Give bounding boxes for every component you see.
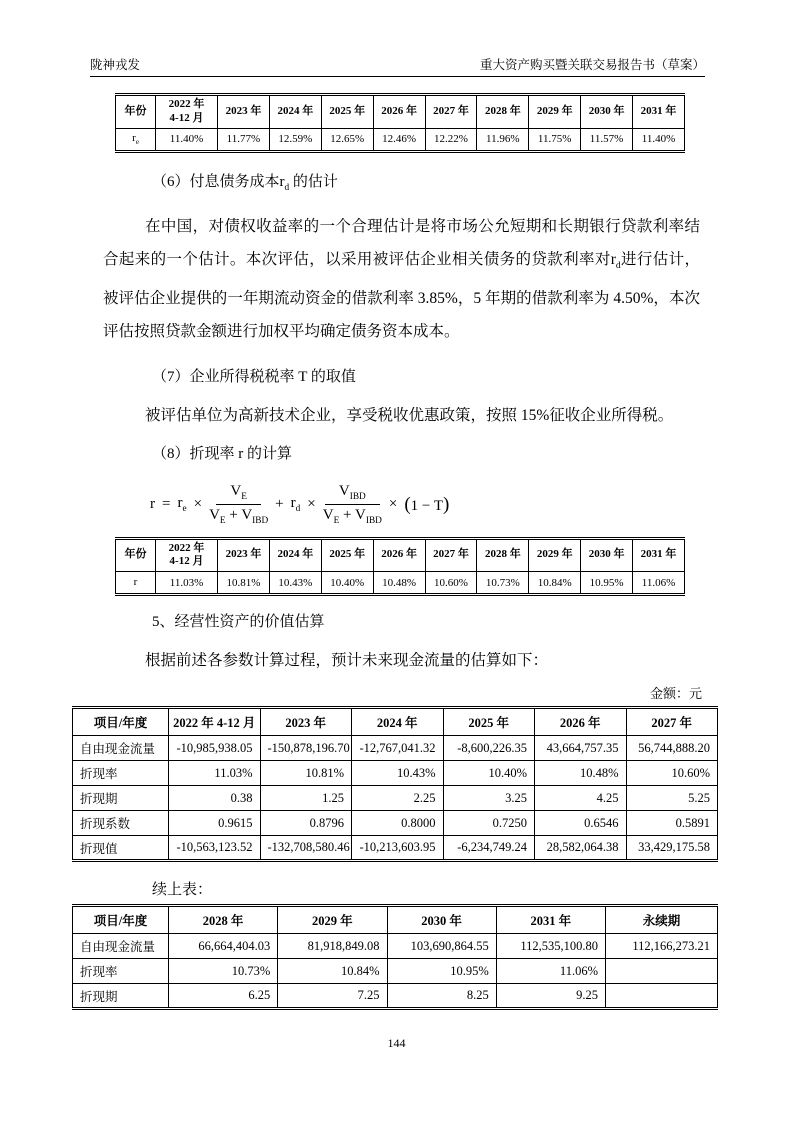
year-header-cell: 永续期 [606,906,718,934]
paragraph-text: 进行估计，被评估企业提供的一年期流动资金的借款利率 3.85%，5 年期的借款利率为 4.50%，本次评估按照贷款金额进行加权平均确定债务资本成本。 [103,250,700,340]
corner-header-cell: 年份 [116,95,156,129]
year-header-cell: 2023 年 [218,538,270,572]
formula-lhs: r [150,496,155,513]
v-sub: IBD [365,516,382,527]
cashflow-table-1 [72,706,718,862]
rate-value-cell: 10.73% [477,572,529,595]
v-base: V [241,507,253,524]
formula-equals: = [162,496,171,513]
year-header-cell: 2027 年 [425,95,477,129]
page-header [90,55,705,77]
v-sub: IBD [349,492,366,503]
year-header-cell: 2023 年 [218,95,270,129]
period-line2: 4-12 月 [169,555,204,568]
re-sub: e [182,504,187,515]
value-cell: 10.84% [278,959,387,984]
value-cell: 43,664,757.35 [535,736,627,761]
table-header-row [73,906,718,934]
heading-6-text: （6）付息债务成本r [152,173,285,190]
t-var: T [433,497,444,514]
table-row [73,761,718,786]
year-header-cell: 2029 年 [278,906,387,934]
year-header-cell: 2030 年 [581,95,633,129]
row-label-cell [116,128,156,151]
value-cell: 1.25 [260,786,352,811]
year-header-cell: 2027 年 [626,708,718,736]
rate-value-cell: 10.48% [373,572,425,595]
fraction-numerator [216,483,261,505]
heading-8: （8）折现率 r 的计算 [152,445,292,462]
rate-value-cell: 10.43% [269,572,321,595]
rate-value-cell: 10.60% [425,572,477,595]
year-header-cell: 2024 年 [352,708,444,736]
table-row [73,984,718,1009]
table-row [73,836,718,861]
formula-times: × [193,496,203,513]
paragraph-cashflow-intro: 根据前述各参数计算过程，预计未来现金流量的估算如下： [145,652,549,670]
formula-plus: + [275,496,284,513]
table-row [116,128,685,151]
r-rate-table [115,537,685,597]
heading-6-suffix: 的估计 [289,173,338,190]
value-cell: 7.25 [278,984,387,1009]
row-label-cell: 折现率 [73,761,169,786]
re-base: r [177,495,183,512]
year-header-cell: 2030 年 [581,538,633,572]
year-header-cell: 2026 年 [373,538,425,572]
rate-value-cell: 11.57% [581,128,633,151]
row-label-cell: 折现系数 [73,811,169,836]
re-rate-table [115,93,685,153]
period-line1: 2022 年 [168,541,205,554]
table-row [73,811,718,836]
heading-6 [152,172,703,199]
table-row [73,959,718,984]
value-cell: -132,708,580.46 [260,836,352,861]
heading-7: （7）企业所得税税率 T 的取值 [152,368,356,385]
year-header-cell: 2025 年 [443,708,535,736]
corner-header-cell: 项目/年度 [73,906,169,934]
year-header-cell: 2028 年 [169,906,278,934]
rate-value-cell: 11.06% [633,572,685,595]
paragraph-sub: d [615,259,621,271]
value-cell: 8.25 [387,984,496,1009]
rate-value-cell: 10.81% [218,572,270,595]
row-label-cell [116,572,156,595]
plus-sign: + [343,507,352,524]
v-sub: IBD [252,516,269,527]
rate-value-cell: 11.96% [477,128,529,151]
value-cell: 0.8000 [352,811,444,836]
v-sub: E [219,516,226,527]
rate-value-cell: 12.59% [269,128,321,151]
year-header-cell: 2024 年 [269,538,321,572]
row-label-cell: 自由现金流量 [73,934,169,959]
value-cell: 28,582,064.38 [535,836,627,861]
value-cell: -10,213,603.95 [352,836,444,861]
value-cell: -10,985,938.05 [169,736,261,761]
year-header-cell: 2025 年 [321,95,373,129]
rate-value-cell: 12.46% [373,128,425,151]
tax-term [404,494,449,516]
value-cell: 33,429,175.58 [626,836,718,861]
value-cell: 10.81% [260,761,352,786]
rate-value-cell: 10.84% [529,572,581,595]
value-cell: 0.8796 [260,811,352,836]
value-cell: 10.40% [443,761,535,786]
period-header-cell [156,95,218,129]
v-base: V [355,507,366,524]
table-row [73,736,718,761]
year-header-cell: 2031 年 [633,95,685,129]
row-label-sub: e [135,139,139,147]
value-cell: -8,600,226.35 [443,736,535,761]
value-cell: 0.9615 [169,811,261,836]
value-cell: 3.25 [443,786,535,811]
year-header-cell: 2027 年 [425,538,477,572]
table-row [73,934,718,959]
value-cell: 10.60% [626,761,718,786]
value-cell: 0.38 [169,786,261,811]
rate-value-cell: 10.40% [321,572,373,595]
paren-open: ( [404,493,411,515]
paren-close: ) [443,493,450,515]
value-cell: 103,690,864.55 [387,934,496,959]
value-cell: -10,563,123.52 [169,836,261,861]
v-sub: E [241,492,247,503]
year-header-cell: 2029 年 [529,95,581,129]
value-cell: 11.06% [496,959,605,984]
minus-sign: − [421,497,431,514]
value-cell: 10.43% [352,761,444,786]
fraction-numerator [325,483,380,505]
corner-header-cell: 项目/年度 [73,708,169,736]
rd-sub: d [295,504,301,515]
value-cell: 5.25 [626,786,718,811]
v-sub: E [333,516,340,527]
year-header-cell: 2028 年 [477,95,529,129]
value-cell: 81,918,849.08 [278,934,387,959]
value-cell: 2.25 [352,786,444,811]
value-cell: 11.03% [169,761,261,786]
rate-value-cell: 12.22% [425,128,477,151]
v-base: V [230,483,242,500]
formula-times: × [388,496,398,513]
value-cell: -12,767,041.32 [352,736,444,761]
year-header-cell: 2030 年 [387,906,496,934]
year-header-cell: 2026 年 [535,708,627,736]
value-cell: 4.25 [535,786,627,811]
v-base: V [209,507,220,524]
plus-sign: + [229,507,238,524]
fraction-denominator [323,505,382,526]
value-cell: 10.73% [169,959,278,984]
year-header-cell: 2026 年 [373,95,425,129]
paragraph-tax: 被评估单位为高新技术企业，享受税收优惠政策，按照 15%征收企业所得税。 [145,406,674,424]
value-cell: 10.48% [535,761,627,786]
year-header-cell: 2022 年 4-12 月 [169,708,261,736]
paragraph-debt-cost [103,210,700,348]
one: 1 [410,497,419,514]
value-cell: 6.25 [169,984,278,1009]
header-company-name: 陇神戎发 [90,58,141,72]
value-cell [606,984,718,1009]
v-base: V [322,507,334,524]
value-cell: 112,166,273.21 [606,934,718,959]
rate-value-cell: 12.65% [321,128,373,151]
row-label-cell: 折现率 [73,959,169,984]
row-label-base: r [132,131,136,144]
period-line1: 2022 年 [168,98,205,110]
table-row [73,786,718,811]
year-header-cell: 2028 年 [477,538,529,572]
discount-rate-formula [150,479,793,531]
formula-times: × [307,496,316,513]
header-report-title: 重大资产购买暨关联交易报告书（草案） [479,58,705,72]
year-header-cell: 2024 年 [269,95,321,129]
year-header-cell: 2031 年 [496,906,605,934]
year-header-cell: 2023 年 [260,708,352,736]
equity-weight-fraction [209,483,268,526]
value-cell: -150,878,196.70 [260,736,352,761]
table-row [116,572,685,595]
cashflow-table-2 [72,904,718,1010]
fraction-denominator [209,505,268,526]
value-cell: -6,234,749.24 [443,836,535,861]
value-cell: 9.25 [496,984,605,1009]
table-header-row [116,95,685,129]
row-label-cell: 折现值 [73,836,169,861]
page-number: 144 [387,1036,406,1050]
value-cell [606,959,718,984]
row-label-cell: 折现期 [73,786,169,811]
table-header-row [73,708,718,736]
debt-weight-fraction [323,483,382,526]
value-cell: 112,535,100.80 [496,934,605,959]
heading-6-sub: d [284,182,290,193]
period-header-cell [156,538,218,572]
row-label-base: r [133,575,138,588]
value-cell: 0.7250 [443,811,535,836]
year-header-cell: 2031 年 [633,538,685,572]
rd-base: r [290,495,296,512]
v-base: V [338,483,350,500]
year-header-cell: 2029 年 [529,538,581,572]
value-cell: 0.6546 [535,811,627,836]
year-header-cell: 2025 年 [321,538,373,572]
table-header-row [116,538,685,572]
unit-note: 金额：元 [649,686,702,702]
row-label-cell: 折现期 [73,984,169,1009]
rate-value-cell: 11.75% [529,128,581,151]
value-cell: 10.95% [387,959,496,984]
rate-value-cell: 11.77% [218,128,270,151]
heading-section5: 5、经营性资产的价值估算 [152,614,325,631]
rate-value-cell: 11.40% [156,128,218,151]
value-cell: 66,664,404.03 [169,934,278,959]
paragraph-text: 在中国，对债权收益率的一个合理估计是将市场公允短期和长期银行贷款利率结合起来的一个估计。本次评估，以采用被评估企业相关债务的贷款利率对r [103,217,700,268]
rate-value-cell: 11.40% [633,128,685,151]
value-cell: 0.5891 [626,811,718,836]
rate-value-cell: 11.03% [156,572,218,595]
formula-re [177,495,186,514]
continue-table-note: 续上表： [152,882,213,899]
period-line2: 4-12 月 [169,111,204,124]
value-cell: 56,744,888.20 [626,736,718,761]
row-label-cell: 自由现金流量 [73,736,169,761]
formula-rd [291,495,301,514]
rate-value-cell: 10.95% [581,572,633,595]
corner-header-cell: 年份 [116,538,156,572]
